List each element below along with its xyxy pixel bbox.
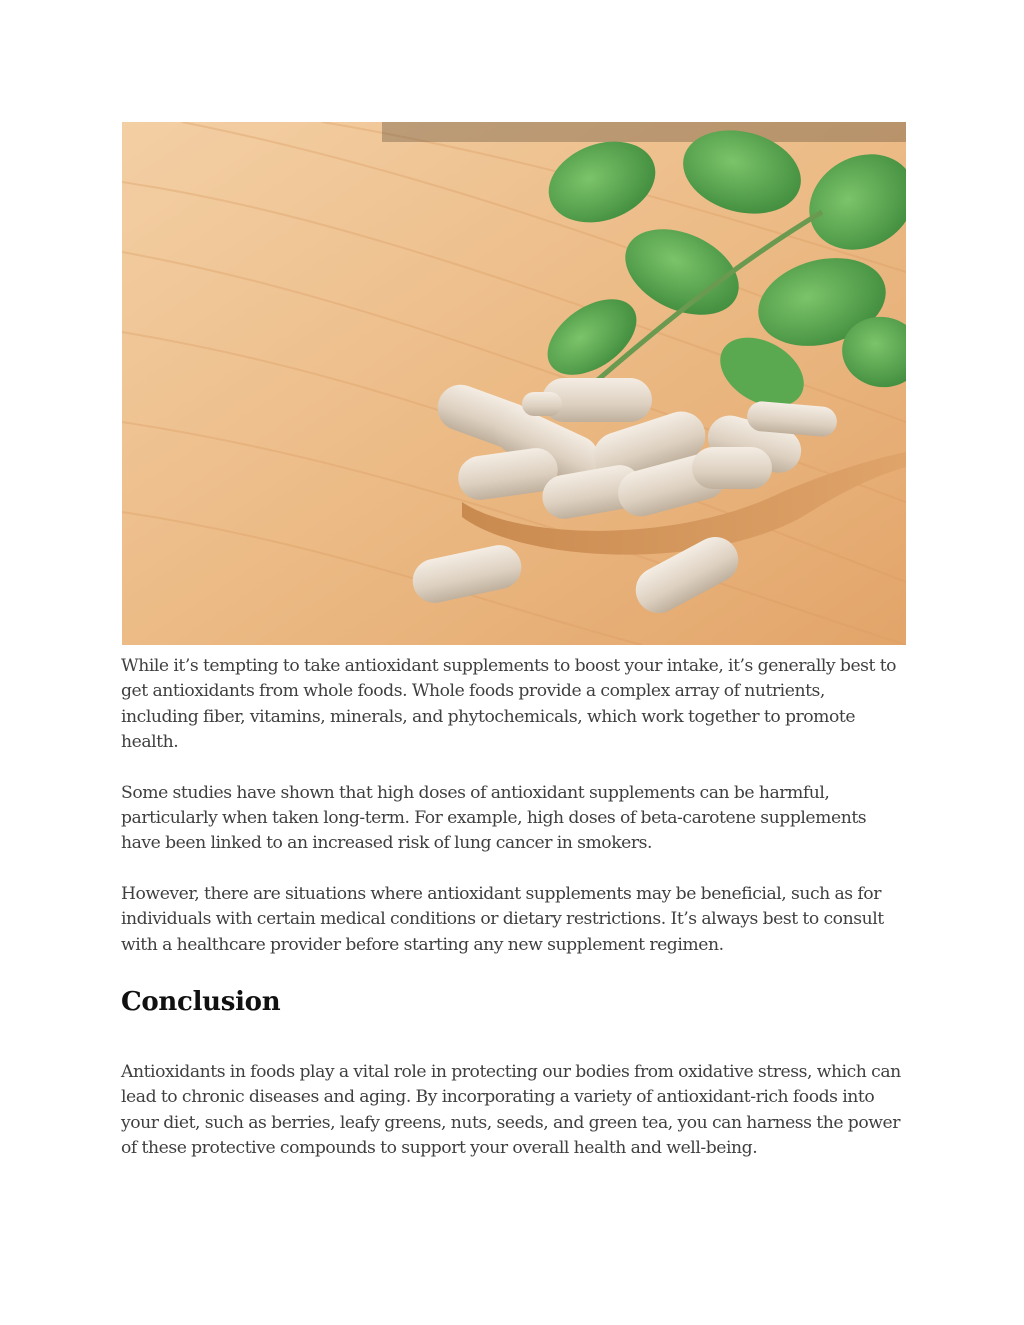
paragraph-conclusion: Antioxidants in foods play a vital role in protecting our bodies from oxidative stress, which can lead to chronic diseases and aging. By incorporating a variety of antioxidant-rich foods into your diet, such as berries, leafy greens, nuts, seeds, and green tea, you can harness the power of these protective compounds to support your overall health and well-being. [121, 1062, 901, 1159]
paragraph-beneficial-situations: However, there are situations where antioxidant supplements may be beneficial, such as for individuals with certain medical conditions or dietary restrictions. It’s always best to consult with a healthcare provider before starting any new supplement regimen. [121, 883, 884, 955]
capsules-on-wooden-spoon-icon [122, 122, 906, 645]
article-body [121, 654, 906, 1162]
paragraph-high-dose-risks: Some studies have shown that high doses of antioxidant supplements can be harmful, particularly when taken long-term. For example, high doses of beta-carotene supplements have been linked to an increased risk of lung cancer in smokers. [121, 782, 867, 854]
supplement-capsules-photo [122, 122, 906, 645]
paragraph-supplements-vs-whole-foods: While it’s tempting to take antioxidant supplements to boost your intake, it’s generally best to get antioxidants from whole foods. Whole foods provide a complex array of nutrients, including fiber, vitamins, minerals, and phytochemicals, which work together to promote health. [121, 656, 897, 753]
section-heading-conclusion: Conclusion [121, 987, 281, 1018]
